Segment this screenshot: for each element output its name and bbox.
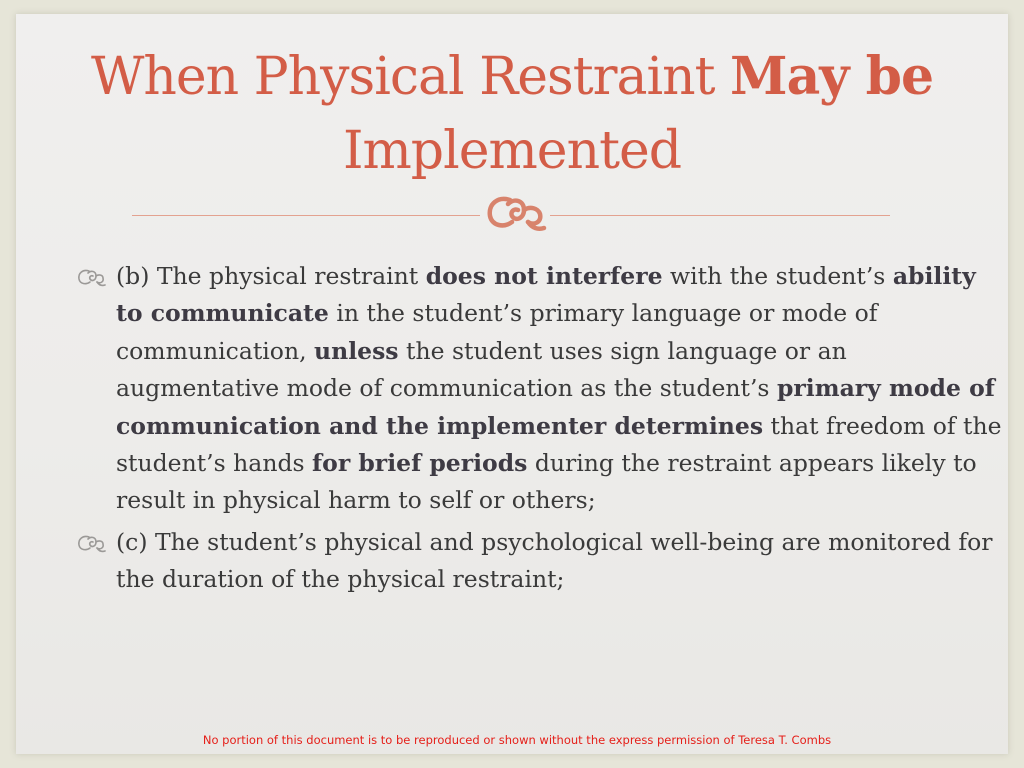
bullet-b-seg-6: the student uses sign language or an augmentative mode of communication as the student’s	[116, 336, 847, 403]
bullet-b-seg-0: (b) The physical restraint	[116, 262, 426, 290]
bullet-b-seg-8: that freedom of the student’s hands	[116, 411, 1002, 478]
bullet-c-seg-0: (c) The student’s physical and psychological well-being are monitored for the duration of the physical restraint;	[116, 527, 993, 594]
flourish-ornament-icon	[480, 192, 550, 236]
title-divider-right	[550, 215, 890, 216]
title-part-2-bold: May be	[730, 46, 934, 107]
flourish-bullet-icon	[76, 533, 106, 553]
bullet-item-c	[76, 524, 1006, 599]
bullet-b-seg-5: unless	[314, 336, 399, 365]
bullet-b-seg-10: during the restraint appears likely to result in physical harm to self or others;	[116, 449, 977, 515]
bullet-b-seg-7: primary mode of communication and the implementer determines	[116, 374, 995, 440]
bullet-b-seg-2: with the student’s	[662, 262, 893, 290]
bullet-b-seg-4: in the student’s primary language or mode of communication,	[116, 299, 878, 365]
title-part-1: When Physical Restraint	[90, 47, 731, 107]
flourish-bullet-icon	[76, 267, 106, 287]
bullet-b-seg-9: for brief periods	[312, 449, 528, 478]
title-divider-left	[132, 215, 480, 216]
bullet-list	[76, 258, 1006, 603]
slide-title	[0, 40, 1024, 188]
bullet-b-seg-3: ability to communicate	[116, 262, 976, 328]
copyright-footer: No portion of this document is to be reproduced or shown without the express permission of Teresa T. Combs	[202, 733, 832, 747]
bullet-item-b	[76, 258, 1006, 520]
bullet-b-seg-1: does not interfere	[425, 262, 663, 290]
title-part-3: Implemented	[342, 121, 682, 181]
